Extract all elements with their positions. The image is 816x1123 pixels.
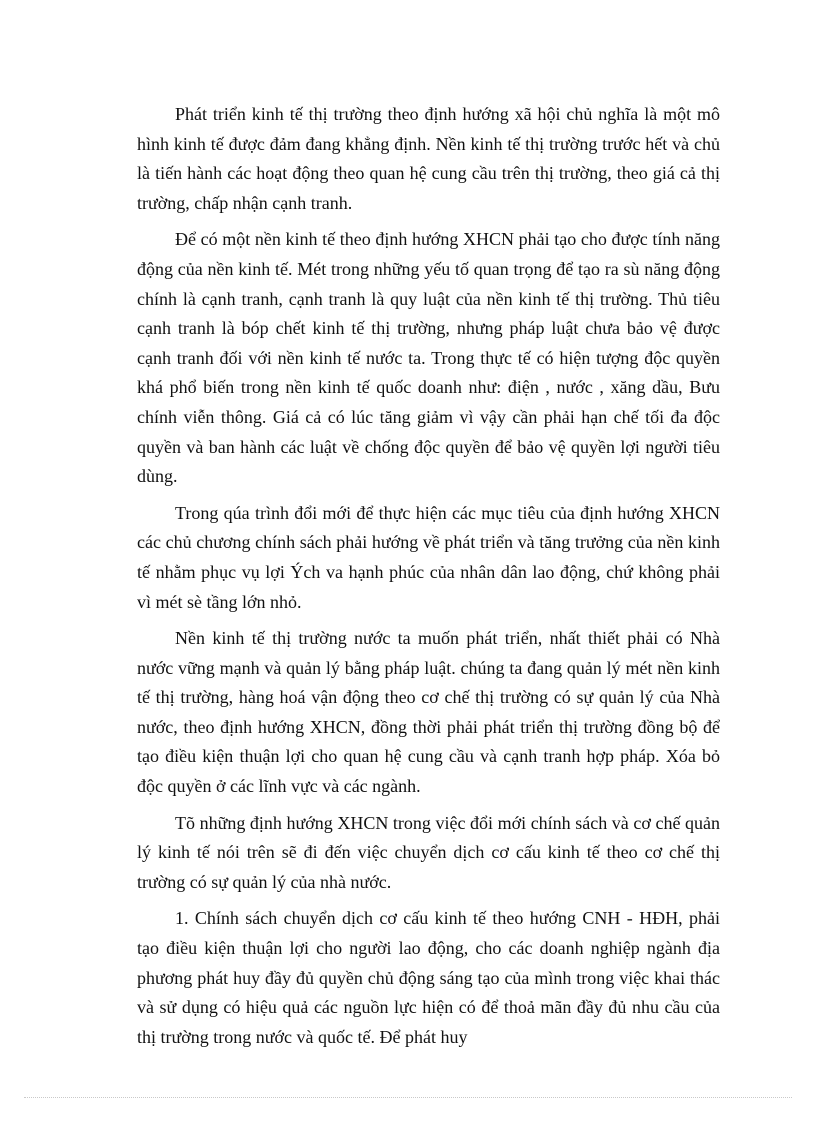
- paragraph-5: Tõ những định hướng XHCN trong việc đổi mới chính sách và cơ chế quản lý kinh tế nói trên sẽ đi đến việc chuyển dịch cơ cấu kinh tế theo cơ chế thị trường có sự quản lý của nhà nước.: [137, 812, 720, 892]
- paragraph-2: Để có một nền kinh tế theo định hướng XHCN phải tạo cho được tính năng động của nền kinh tế. Mét trong những yếu tố quan trọng để tạo ra sù năng động chính là cạnh tranh, cạnh tranh là quy luật của nền kinh tế thị trường. Thủ tiêu cạnh tranh là bóp chết kinh tế thị trường, nhưng pháp luật chưa bảo vệ được cạnh tranh đối với nền kinh tế nước ta. Trong thực tế có hiện tượng độc quyền khá phổ biến trong nền kinh tế quốc doanh như: điện , nước , xăng dầu, Bưu chính viễn thông. Giá cả có lúc tăng giảm vì vậy cần phải hạn chế tối đa độc quyền và ban hành các luật về chống độc quyền để bảo vệ quyền lợi người tiêu dùng.: [137, 229, 720, 487]
- paragraph-6: 1. Chính sách chuyển dịch cơ cấu kinh tế theo hướng CNH - HĐH, phải tạo điều kiện thuận lợi cho người lao động, cho các doanh nghiệp ngành địa phương phát huy đầy đủ quyền chủ động sáng tạo của mình trong việc khai thác và sử dụng có hiệu quả các nguồn lực hiện có để thoả mãn đầy đủ nhu cầu của thị trường trong nước và quốc tế. Để phát huy: [137, 908, 720, 1047]
- paragraph-3: Trong qúa trình đổi mới để thực hiện các mục tiêu của định hướng XHCN các chủ chương chính sách phải hướng về phát triển và tăng trưởng của nền kinh tế nhằm phục vụ lợi Ých va hạnh phúc của nhân dân lao động, chứ không phải vì mét sè tầng lớn nhỏ.: [137, 502, 720, 612]
- footer-divider: [24, 1097, 792, 1098]
- paragraph-1: Phát triển kinh tế thị trường theo định hướng xã hội chủ nghĩa là một mô hình kinh tế được đảm đang khẳng định. Nền kinh tế thị trường trước hết và chủ là tiến hành các hoạt động theo quan hệ cung cầu trên thị trường, theo giá cả thị trường, chấp nhận cạnh tranh.: [137, 104, 720, 213]
- document-body: [137, 100, 720, 1059]
- paragraph-4: Nền kinh tế thị trường nước ta muốn phát triển, nhất thiết phải có Nhà nước vững mạnh và quản lý bằng pháp luật. chúng ta đang quản lý mét nền kinh tế thị trường, hàng hoá vận động theo cơ chế thị trường có sự quản lý của Nhà nước, theo định hướng XHCN, đồng thời phải phát triển thị trường đồng bộ để tạo điều kiện thuận lợi cho quan hệ cung cầu và cạnh tranh hợp pháp. Xóa bỏ độc quyền ở các lĩnh vực và các ngành.: [137, 628, 720, 797]
